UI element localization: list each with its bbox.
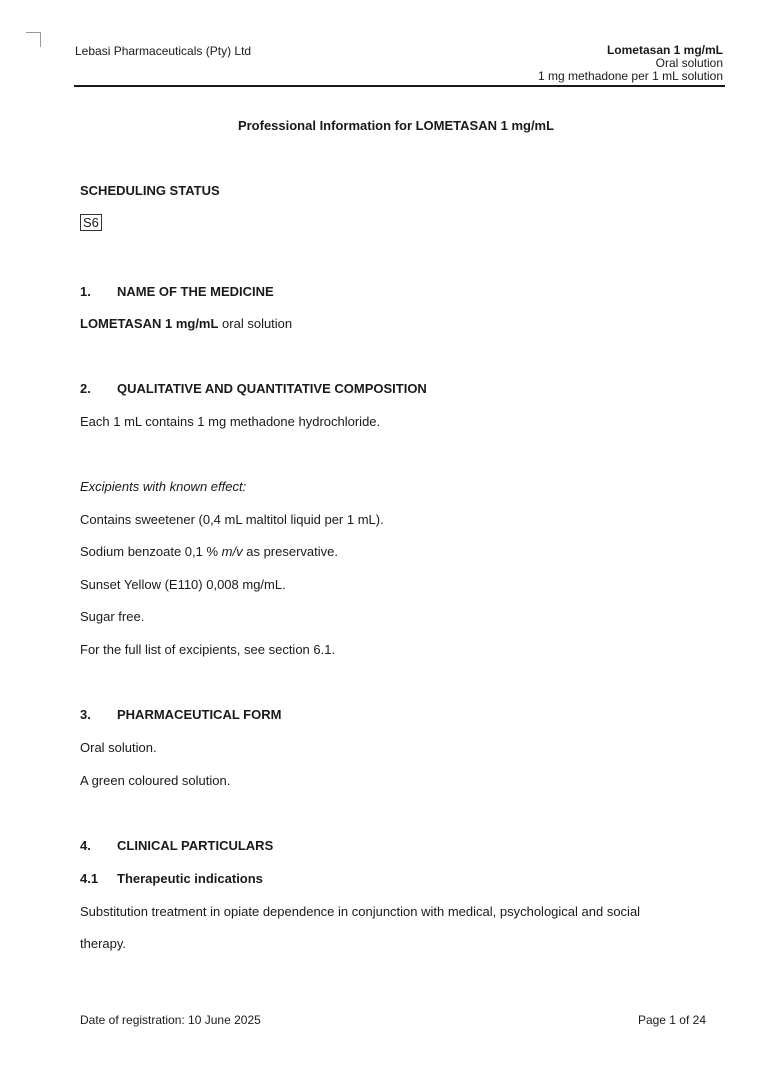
section-2-heading [80,381,427,396]
section-4-heading [80,838,273,853]
benzoate-text-c: as preservative. [242,544,338,559]
form-line-1: Oral solution. [80,740,157,755]
header-company: Lebasi Pharmaceuticals (Pty) Ltd [75,44,252,58]
header-form: Oral solution [655,56,723,70]
header-rule [74,85,725,87]
scheduling-status-row [80,214,102,231]
section-2-number: 2. [80,381,91,396]
scheduling-heading: SCHEDULING STATUS [80,183,220,198]
excipient-sweetener: Contains sweetener (0,4 mL maltitol liquid per 1 mL). [80,512,384,527]
section-1-heading [80,284,274,299]
excipient-benzoate [80,544,338,559]
header-product-block [538,44,723,83]
section-2-title: QUALITATIVE AND QUANTITATIVE COMPOSITION [117,381,427,396]
medicine-name [80,316,292,331]
section-3-heading [80,707,281,722]
medicine-name-bold: LOMETASAN 1 mg/mL [80,316,219,331]
medicine-name-rest: oral solution [218,316,293,331]
excipients-heading: Excipients with known effect: [80,479,247,494]
benzoate-text-a: Sodium benzoate 0,1 % [80,544,222,559]
form-line-2: A green coloured solution. [80,773,231,788]
footer-page-number: Page 1 of 24 [637,1013,706,1027]
scheduling-status-badge: S6 [80,214,102,231]
sugar-free-text: Sugar free. [80,609,145,624]
header-strength: 1 mg methadone per 1 mL solution [538,69,723,83]
section-4-1-title: Therapeutic indications [117,871,263,886]
section-4-1-number: 4.1 [80,871,99,886]
excipient-list-reference: For the full list of excipients, see section 6.1. [80,642,336,657]
page-corner-mark [26,32,41,47]
footer-registration-date: Date of registration: 10 June 2025 [80,1013,261,1027]
composition-text: Each 1 mL contains 1 mg methadone hydrochloride. [80,414,381,429]
excipient-sunset-yellow: Sunset Yellow (E110) 0,008 mg/mL. [80,577,286,592]
section-4-number: 4. [80,838,91,853]
indications-line-2: therapy. [80,936,127,951]
section-4-1-heading [80,871,263,886]
section-1-number: 1. [80,284,91,299]
header-product: Lometasan 1 mg/mL [606,43,723,57]
section-4-title: CLINICAL PARTICULARS [117,838,274,853]
indications-line-1: Substitution treatment in opiate dependence in conjunction with medical, psychological and social [80,904,641,919]
section-3-number: 3. [80,707,91,722]
section-1-title: NAME OF THE MEDICINE [117,284,274,299]
document-title: Professional Information for LOMETASAN 1 mg/mL [237,118,555,133]
section-3-title: PHARMACEUTICAL FORM [117,707,282,722]
benzoate-unit: m/v [221,544,243,559]
